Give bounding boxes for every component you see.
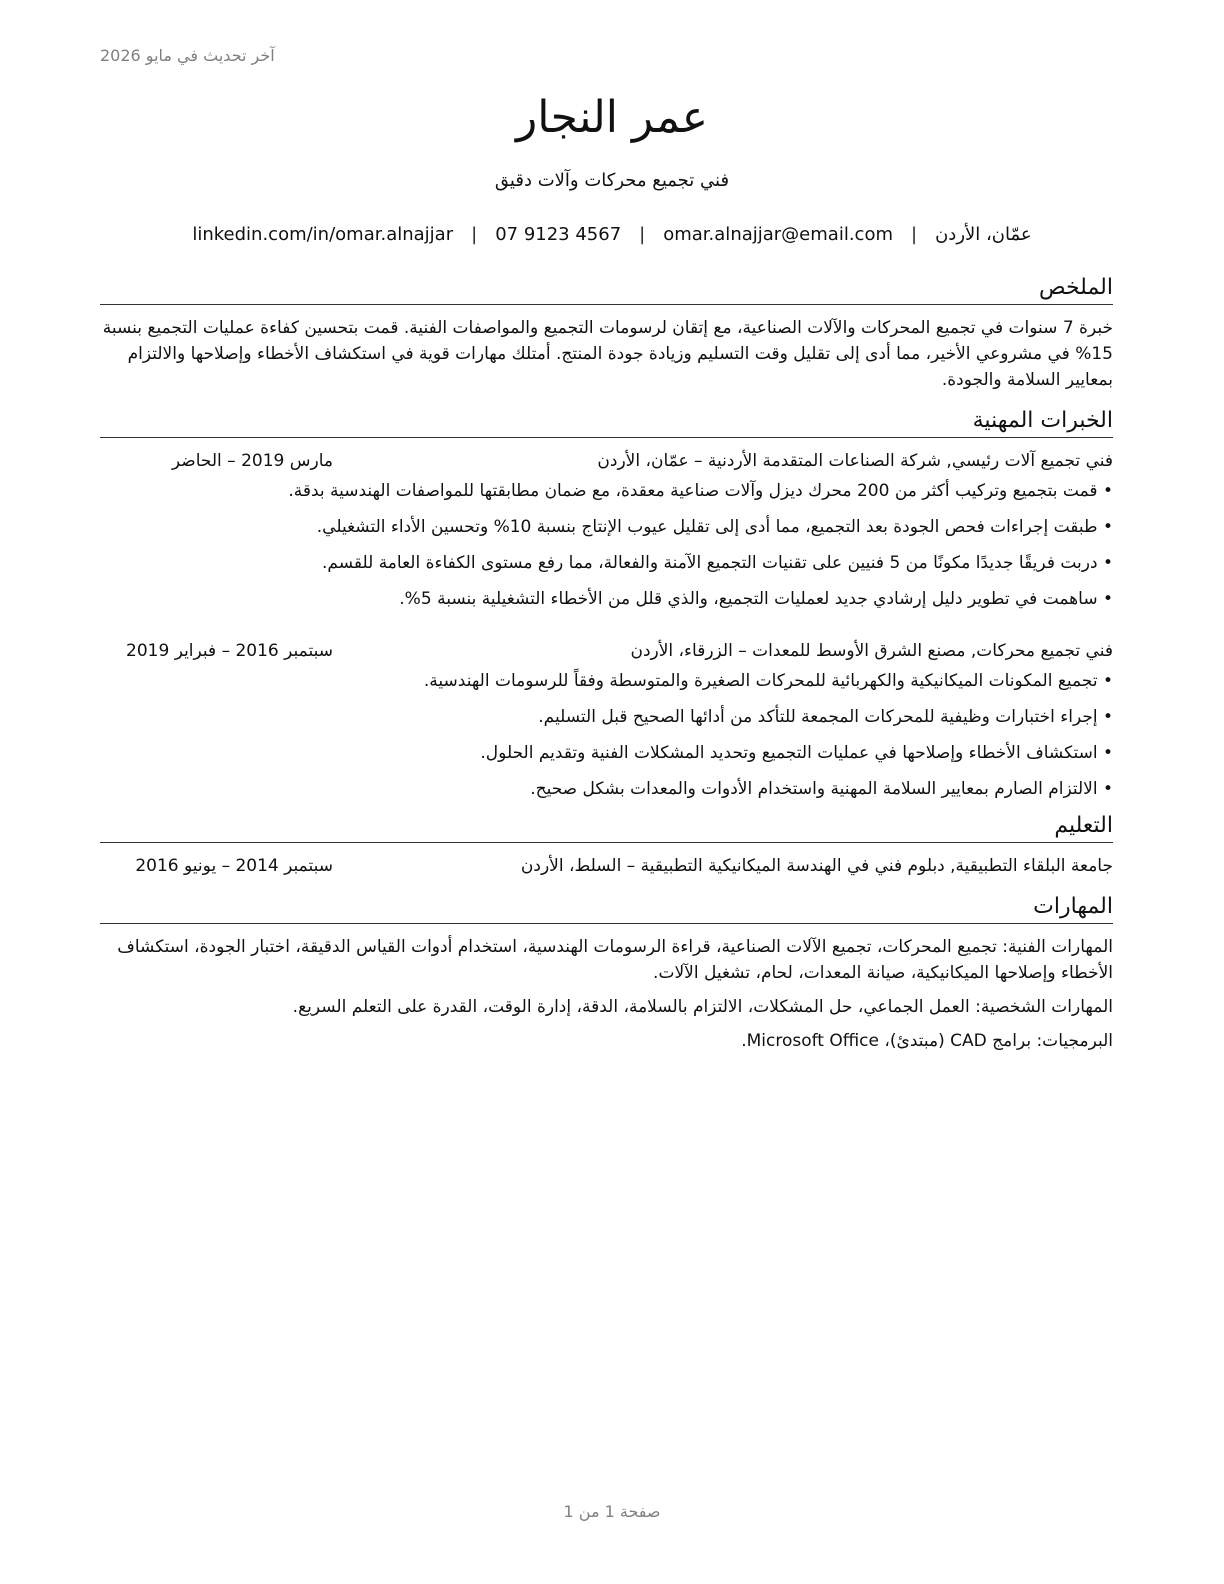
job-bullet: • طبقت إجراءات فحص الجودة بعد التجميع، مما أدى إلى تقليل عيوب الإنتاج بنسبة 10% وتحسين الأداء التشغيلي. xyxy=(100,514,1113,540)
job-entry xyxy=(100,448,1113,612)
job-bullet: • دربت فريقًا جديدًا مكونًا من 5 فنيين على تقنيات التجميع الآمنة والفعالة، مما رفع مستوى الكفاءة العامة للقسم. xyxy=(100,550,1113,576)
job-bullet: • قمت بتجميع وتركيب أكثر من 200 محرك ديزل وآلات صناعية معقدة، مع ضمان مطابقتها للمواصفات الهندسية بدقة. xyxy=(100,478,1113,504)
job-entry xyxy=(100,638,1113,802)
job-title-line: فني تجميع محركات, مصنع الشرق الأوسط للمعدات – الزرقاء، الأردن xyxy=(630,641,1113,661)
skills-heading: المهارات xyxy=(100,893,1113,924)
contact-separator: | xyxy=(639,224,646,245)
job-bullet: • استكشاف الأخطاء وإصلاحها في عمليات التجميع وتحديد المشكلات الفنية وتقديم الحلول. xyxy=(100,740,1113,766)
job-dates: مارس 2019 – الحاضر xyxy=(171,451,333,471)
contact-separator: | xyxy=(471,224,478,245)
contact-separator: | xyxy=(911,224,918,245)
skills-personal: المهارات الشخصية: العمل الجماعي، حل المشكلات، الالتزام بالسلامة، الدقة، إدارة الوقت، القدرة على التعلم السريع. xyxy=(292,997,1113,1017)
job-bullet: • إجراء اختبارات وظيفية للمحركات المجمعة للتأكد من أدائها الصحيح قبل التسليم. xyxy=(100,704,1113,730)
summary-heading: الملخص xyxy=(100,274,1113,305)
education-entry xyxy=(100,853,1113,879)
job-bullet: • ساهمت في تطوير دليل إرشادي جديد لعمليات التجميع، والذي قلل من الأخطاء التشغيلية بنسبة 5%. xyxy=(100,586,1113,612)
job-bullet: • الالتزام الصارم بمعايير السلامة المهنية واستخدام الأدوات والمعدات بشكل صحيح. xyxy=(100,776,1113,802)
skills-software: البرمجيات: برامج CAD (مبتدئ)، Microsoft Office. xyxy=(741,1031,1113,1051)
experience-heading: الخبرات المهنية xyxy=(100,407,1113,438)
job-title-line: فني تجميع آلات رئيسي, شركة الصناعات المتقدمة الأردنية – عمّان، الأردن xyxy=(597,451,1113,471)
page-number: صفحة 1 من 1 xyxy=(563,1502,661,1521)
last-updated-note: آخر تحديث في مايو 2026 xyxy=(100,46,275,65)
contact-phone: 07 9123 4567 xyxy=(495,224,622,245)
education-heading: التعليم xyxy=(100,812,1113,843)
education-title-line: جامعة البلقاء التطبيقية, دبلوم فني في الهندسة الميكانيكية التطبيقية – السلط، الأردن xyxy=(520,856,1113,876)
contact-line xyxy=(0,224,1224,245)
summary-text: خبرة 7 سنوات في تجميع المحركات والآلات الصناعية، مع إتقان لرسومات التجميع والمواصفات الفنية. قمت بتحسين كفاءة عمليات التجميع بنسبة 15% في مشروعي الأخير، مما أدى إلى تقليل وقت التسليم وزيادة جودة المنتج. أمتلك مهارات قوية في استكشاف الأخطاء وإصلاحها والالتزام بمعايير السلامة والجودة. xyxy=(102,318,1113,390)
education-dates: سبتمبر 2014 – يونيو 2016 xyxy=(135,856,333,876)
contact-email[interactable]: omar.alnajjar@email.com xyxy=(663,224,893,245)
skills-technical: المهارات الفنية: تجميع المحركات، تجميع الآلات الصناعية، قراءة الرسومات الهندسية، استخدام أدوات القياس الدقيقة، اختبار الجودة، استكشاف الأخطاء وإصلاحها الميكانيكية، صيانة المعدات، لحام، تشغيل الآلات. xyxy=(117,937,1113,983)
contact-location: عمّان، الأردن xyxy=(935,224,1032,245)
resume-content xyxy=(100,274,1113,1062)
contact-linkedin[interactable]: linkedin.com/in/omar.alnajjar xyxy=(192,224,454,245)
job-dates: سبتمبر 2016 – فبراير 2019 xyxy=(126,641,333,661)
candidate-name: عمر النجار xyxy=(516,92,708,143)
job-bullet: • تجميع المكونات الميكانيكية والكهربائية للمحركات الصغيرة والمتوسطة وفقاً للرسومات الهندسية. xyxy=(100,668,1113,694)
candidate-title: فني تجميع محركات وآلات دقيق xyxy=(494,170,730,191)
